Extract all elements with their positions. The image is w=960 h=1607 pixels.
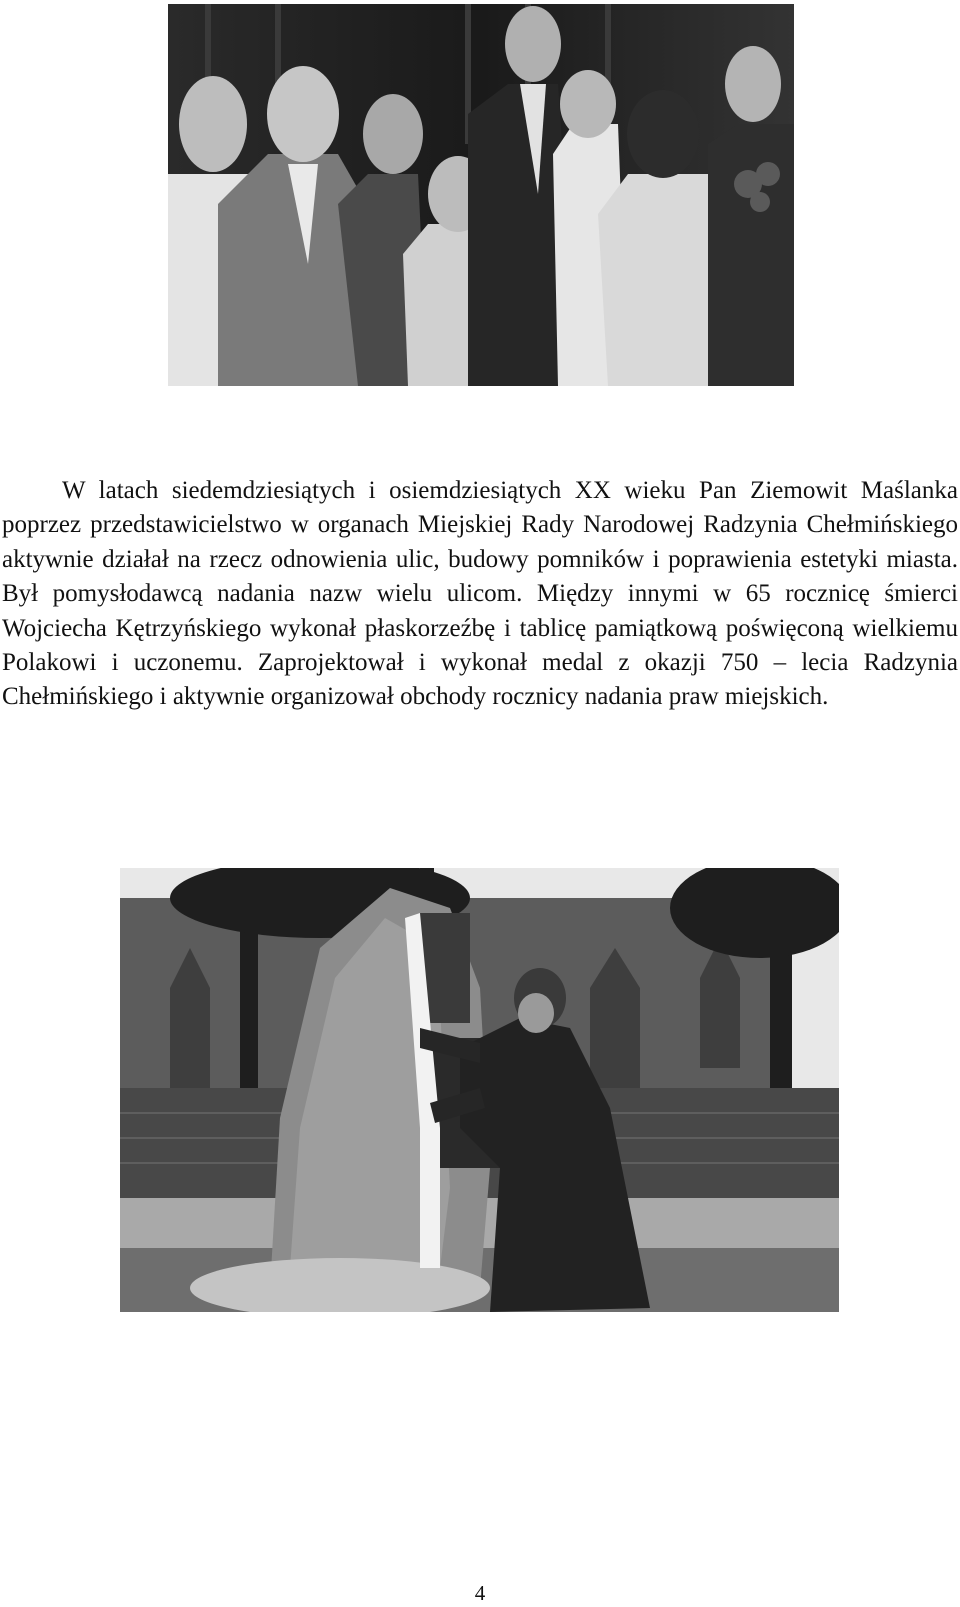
memorial-stone-photo-image bbox=[120, 868, 839, 1312]
page-number: 4 bbox=[474, 1581, 486, 1605]
body-paragraph bbox=[2, 474, 958, 715]
memorial-stone-photo bbox=[120, 868, 839, 1312]
group-photo-image bbox=[168, 4, 794, 386]
group-photo bbox=[168, 4, 794, 386]
body-paragraph-text: W latach siedemdziesiątych i osiemdziesiątych XX wieku Pan Ziemowit Maślanka poprzez przedstawicielstwo w organach Miejskiej Rady Narodowej Radzynia Chełmińskiego aktywnie działał na rzecz odnowienia ulic, budowy pomników i poprawienia estetyki miasta. Był pomysłodawcą nadania nazw wielu ulicom. Między innymi w 65 rocznicę śmierci Wojciecha Kętrzyńskiego wykonał płaskorzeźbę i tablicę pamiątkową poświęconą wielkiemu Polakowi i uczonemu. Zaprojektował i wykonał medal z okazji 750 – lecia Radzynia Chełmińskiego i aktywnie organizował obchody rocznicy nadania praw miejskich. bbox=[2, 477, 958, 711]
